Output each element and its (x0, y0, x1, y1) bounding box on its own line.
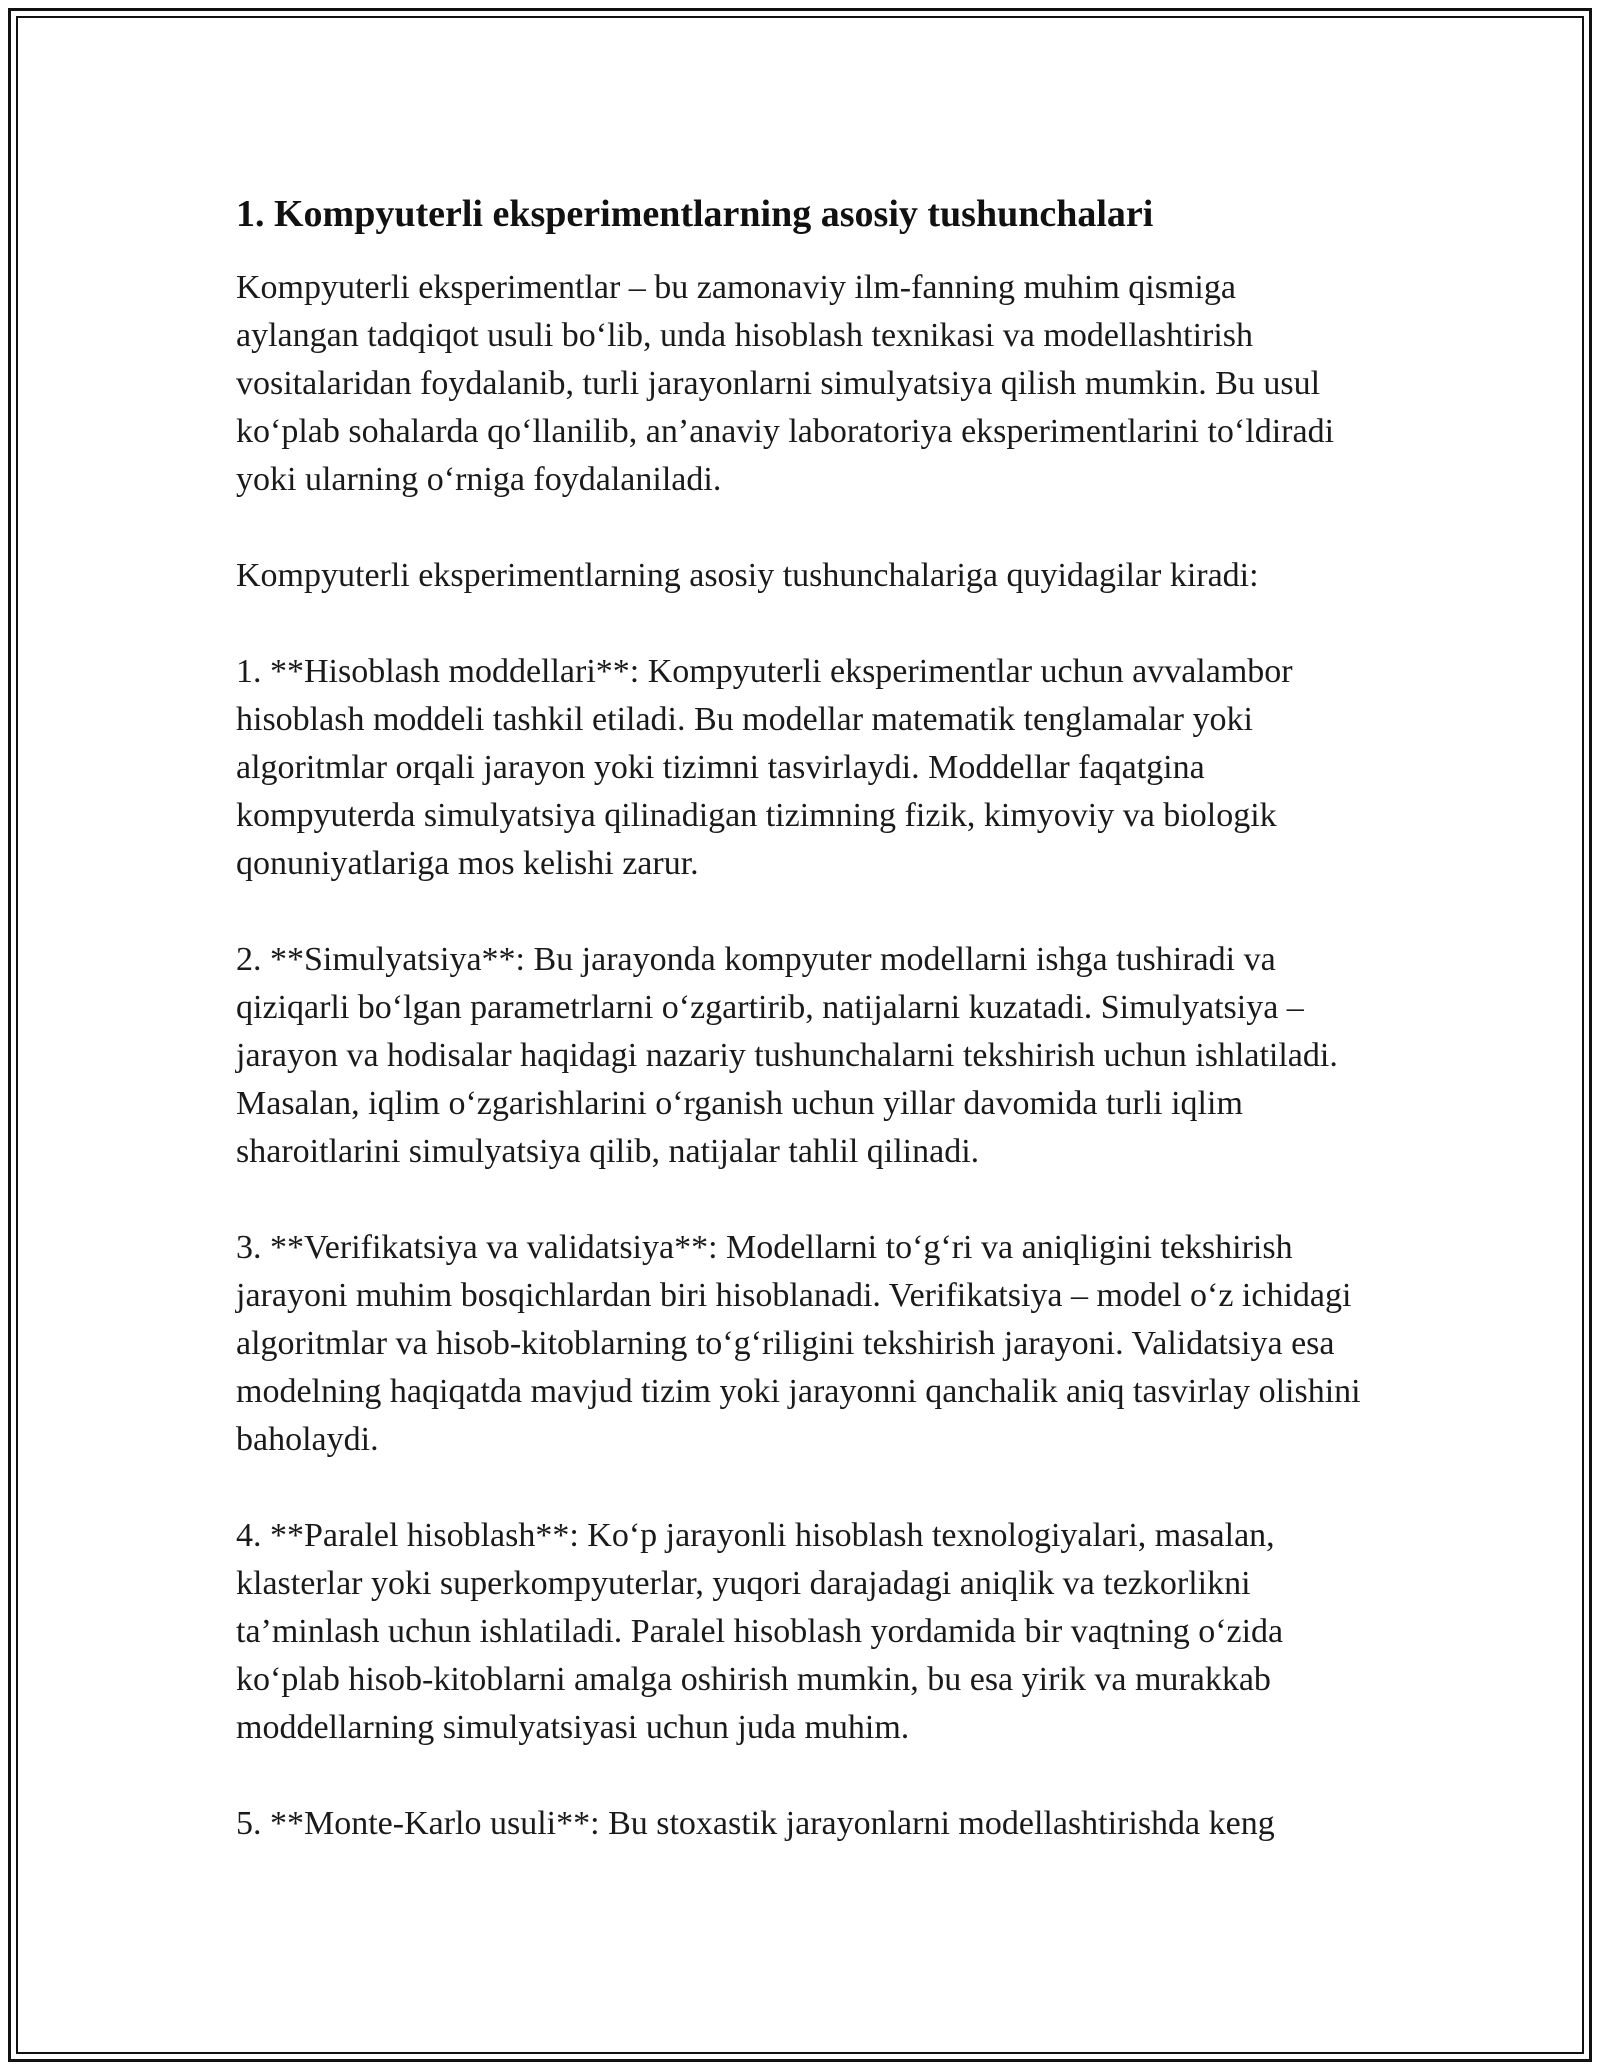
list-item-monte-carlo: 5. **Monte-Karlo usuli**: Bu stoxastik jarayonlarni modellashtirishda keng (236, 1805, 1275, 1842)
list-item-verification-validation: 3. **Verifikatsiya va validatsiya**: Modellarni to‘g‘ri va aniqligini tekshirish jarayoni muhim bosqichlardan biri hisoblanadi. Verifikatsiya – model o‘z ichidagi algoritmlar va hisob-kitoblarning to‘g‘riligini tekshirish jarayoni. Validatsiya esa modelning haqiqatda mavjud tizim yoki jarayonni qanchalik aniq tasvirlay olishini baholaydi. (236, 1229, 1361, 1458)
page-title: 1. Kompyuterli eksperimentlarning asosiy tushunchalari (236, 193, 1154, 235)
list-item-computational-models: 1. **Hisoblash moddellari**: Kompyuterli eksperimentlar uchun avvalambor hisoblash moddeli tashkil etiladi. Bu modellar matematik tenglamalar yoki algoritmlar orqali jarayon yoki tizimni tasvirlaydi. Moddellar faqatgina kompyuterda simulyatsiya qilinadigan tizimning fizik, kimyoviy va biologik qonuniyatlariga mos kelishi zarur. (236, 653, 1293, 882)
list-item-simulation: 2. **Simulyatsiya**: Bu jarayonda kompyuter modellarni ishga tushiradi va qiziqarli bo‘lgan parametrlarni o‘zgartirib, natijalarni kuzatadi. Simulyatsiya – jarayon va hodisalar haqidagi nazariy tushunchalarni tekshirish uchun ishlatiladi. Masalan, iqlim o‘zgarishlarini o‘rganish uchun yillar davomida turli iqlim sharoitlarini simulyatsiya qilib, natijalar tahlil qilinadi. (236, 941, 1338, 1170)
intro-paragraph: Kompyuterli eksperimentlar – bu zamonaviy ilm-fanning muhim qismiga aylangan tadqiqot usuli bo‘lib, unda hisoblash texnikasi va modellashtirish vositalaridan foydalanib, turli jarayonlarni simulyatsiya qilish mumkin. Bu usul ko‘plab sohalarda qo‘llanilib, an’anaviy laboratoriya eksperimentlarini to‘ldiradi yoki ularning o‘rniga foydalaniladi. (236, 269, 1335, 498)
list-intro-paragraph: Kompyuterli eksperimentlarning asosiy tushunchalariga quyidagilar kiradi: (236, 557, 1259, 594)
document-body (236, 188, 1366, 1896)
list-item-parallel-computing: 4. **Paralel hisoblash**: Ko‘p jarayonli hisoblash texnologiyalari, masalan, klasterlar yoki superkompyuterlar, yuqori darajadagi aniqlik va tezkorlikni ta’minlash uchun ishlatiladi. Paralel hisoblash yordamida bir vaqtning o‘zida ko‘plab hisob-kitoblarni amalga oshirish mumkin, bu esa yirik va murakkab moddellarning simulyatsiyasi uchun juda muhim. (236, 1517, 1284, 1746)
